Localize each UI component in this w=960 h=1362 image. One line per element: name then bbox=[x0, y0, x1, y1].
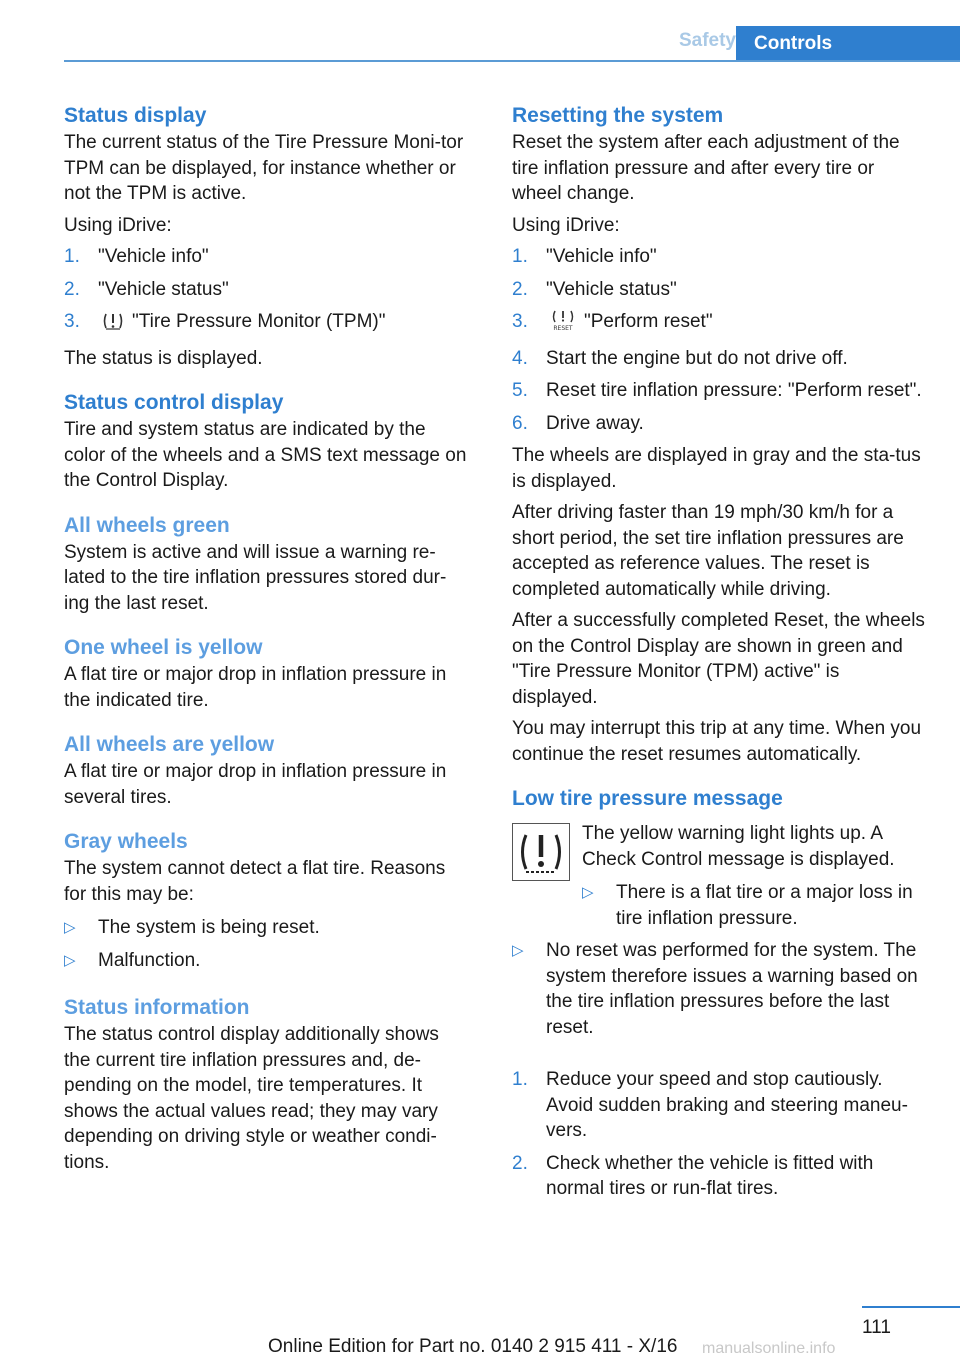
status-display-intro: The current status of the Tire Pressure Moni-tor TPM can be displayed, for instance whether or not the TPM is active. bbox=[64, 132, 464, 204]
bullet-triangle-icon: ▷ bbox=[512, 942, 524, 959]
heading-gray-wheels: Gray wheels bbox=[64, 830, 188, 853]
using-idrive-label: Using iDrive: bbox=[64, 214, 172, 236]
status-control-text: Tire and system status are indicated by the color of the wheels and a SMS text message on the Control Display. bbox=[64, 419, 467, 491]
header-chapter-tab bbox=[736, 26, 960, 62]
all-wheels-yellow-text: A flat tire or major drop in inflation pressure in several tires. bbox=[64, 761, 447, 808]
low-pressure-steps bbox=[512, 1067, 928, 1202]
reset-interrupt-text: You may interrupt this trip at any time. When you continue the reset resumes automatically. bbox=[512, 718, 922, 765]
gray-wheels-reasons bbox=[64, 915, 470, 973]
list-item bbox=[512, 346, 928, 372]
step-number: 2. bbox=[512, 1152, 528, 1174]
bullet-triangle-icon: ▷ bbox=[582, 884, 594, 901]
step-number: 3. bbox=[512, 311, 528, 332]
step-number: 2. bbox=[512, 278, 528, 300]
step-text: Start the engine but do not drive off. bbox=[546, 347, 848, 369]
step-number: 2. bbox=[64, 278, 80, 300]
low-pressure-warning-block bbox=[512, 821, 928, 938]
list-item bbox=[512, 411, 928, 437]
step-number: 1. bbox=[64, 246, 80, 267]
reset-steps bbox=[512, 244, 928, 436]
heading-status-display: Status display bbox=[64, 104, 207, 127]
step-text: "Perform reset" bbox=[584, 311, 713, 332]
list-item bbox=[512, 1151, 928, 1202]
heading-all-wheels-yellow: All wheels are yellow bbox=[64, 733, 275, 756]
step-text: "Vehicle info" bbox=[546, 246, 657, 267]
bullet-text: There is a flat tire or a major loss in tire inflation pressure. bbox=[616, 882, 913, 929]
heading-all-wheels-green: All wheels green bbox=[64, 513, 230, 537]
list-item bbox=[512, 277, 928, 303]
list-item bbox=[64, 948, 470, 974]
using-idrive-label: Using iDrive: bbox=[512, 214, 620, 236]
reset-intro: Reset the system after each adjustment of the tire inflation pressure and after every tire or wheel change. bbox=[512, 132, 900, 204]
low-pressure-warning-text-block bbox=[582, 821, 928, 938]
bullet-text: The system is being reset. bbox=[98, 917, 320, 938]
step-text: Reduce your speed and stop cautiously. Avoid sudden braking and steering maneu-vers. bbox=[546, 1069, 908, 1141]
heading-status-information: Status information bbox=[64, 996, 250, 1019]
bullet-text: No reset was performed for the system. The system therefore issues a warning based on the tire inflation pressures before the last reset. bbox=[546, 940, 918, 1038]
step-text: Drive away. bbox=[546, 412, 644, 434]
bullet-triangle-icon: ▷ bbox=[64, 951, 76, 969]
step-text-with-icon bbox=[546, 309, 928, 339]
heading-status-control-display: Status control display bbox=[64, 391, 284, 414]
step-text: "Vehicle status" bbox=[546, 278, 677, 300]
bullet-triangle-icon: ▷ bbox=[64, 919, 76, 936]
tpm-reset-icon bbox=[550, 309, 576, 339]
footer-rule bbox=[862, 1306, 960, 1308]
list-item bbox=[582, 880, 928, 931]
status-displayed-text: The status is displayed. bbox=[64, 347, 263, 369]
status-information-text: The status control display additionally shows the current tire inflation pressures and, de-pending on the model, tire temperatures. It shows the actual values read; they may vary depending on driving style or weather condi-tions. bbox=[64, 1024, 439, 1173]
reset-icon-label: RESET bbox=[553, 325, 573, 331]
all-wheels-green-text: System is active and will issue a warning re-lated to the tire inflation pressures stored dur-ing the last reset. bbox=[64, 541, 447, 614]
step-number: 5. bbox=[512, 380, 528, 401]
step-text: "Vehicle status" bbox=[98, 278, 229, 300]
low-pressure-warning-icon bbox=[512, 823, 570, 881]
step-text: Reset tire inflation pressure: "Perform reset". bbox=[546, 380, 922, 401]
header-section-label: Safety bbox=[678, 30, 736, 51]
reset-speed-text: After driving faster than 19 mph/30 km/h for a short period, the set tire inflation pressures are accepted as reference values. The reset is completed automatically while driving. bbox=[512, 502, 904, 600]
low-pressure-sub-bullets bbox=[582, 880, 928, 931]
right-column bbox=[512, 102, 928, 1209]
page-number: 111 bbox=[862, 1317, 891, 1338]
bullet-text: Malfunction. bbox=[98, 949, 201, 971]
step-text: "Vehicle info" bbox=[98, 246, 209, 267]
header-rule bbox=[64, 60, 960, 62]
heading-low-tire-pressure: Low tire pressure message bbox=[512, 787, 783, 810]
step-number: 1. bbox=[512, 246, 528, 267]
list-item bbox=[512, 1067, 928, 1144]
reset-completed-text: After a successfully completed Reset, the wheels on the Control Display are shown in green and "Tire Pressure Monitor (TPM) active" is displayed. bbox=[512, 610, 925, 708]
step-number: 4. bbox=[512, 347, 528, 369]
step-number: 3. bbox=[64, 311, 80, 332]
status-display-steps bbox=[64, 244, 470, 339]
list-item bbox=[512, 244, 928, 270]
step-number: 1. bbox=[512, 1069, 528, 1090]
list-item bbox=[512, 378, 928, 404]
tpm-warning-icon bbox=[102, 311, 124, 339]
list-item bbox=[512, 309, 928, 339]
step-text: Check whether the vehicle is fitted with normal tires or run-flat tires. bbox=[546, 1152, 874, 1199]
header-chapter-label: Controls bbox=[754, 33, 833, 54]
one-wheel-yellow-text: A flat tire or major drop in inflation pressure in the indicated tire. bbox=[64, 664, 447, 711]
step-text: "Tire Pressure Monitor (TPM)" bbox=[132, 311, 386, 332]
list-item bbox=[64, 277, 470, 303]
low-pressure-bullets bbox=[512, 938, 928, 1040]
list-item bbox=[64, 244, 470, 270]
list-item bbox=[64, 915, 470, 941]
watermark: manualsonline.info bbox=[702, 1340, 836, 1357]
reset-wheels-gray-text: The wheels are displayed in gray and the sta-tus is displayed. bbox=[512, 445, 921, 492]
gray-wheels-text: The system cannot detect a flat tire. Reasons for this may be: bbox=[64, 858, 446, 905]
list-item bbox=[64, 309, 470, 339]
warning-light-text: The yellow warning light lights up. A Check Control message is displayed. bbox=[582, 823, 895, 870]
list-item bbox=[512, 938, 928, 1040]
heading-one-wheel-yellow: One wheel is yellow bbox=[64, 636, 263, 659]
left-column bbox=[64, 102, 470, 1175]
step-number: 6. bbox=[512, 412, 528, 434]
heading-resetting-system: Resetting the system bbox=[512, 104, 724, 127]
step-text-with-icon bbox=[98, 309, 470, 339]
edition-text: Online Edition for Part no. 0140 2 915 411 - X/16 bbox=[268, 1336, 678, 1357]
